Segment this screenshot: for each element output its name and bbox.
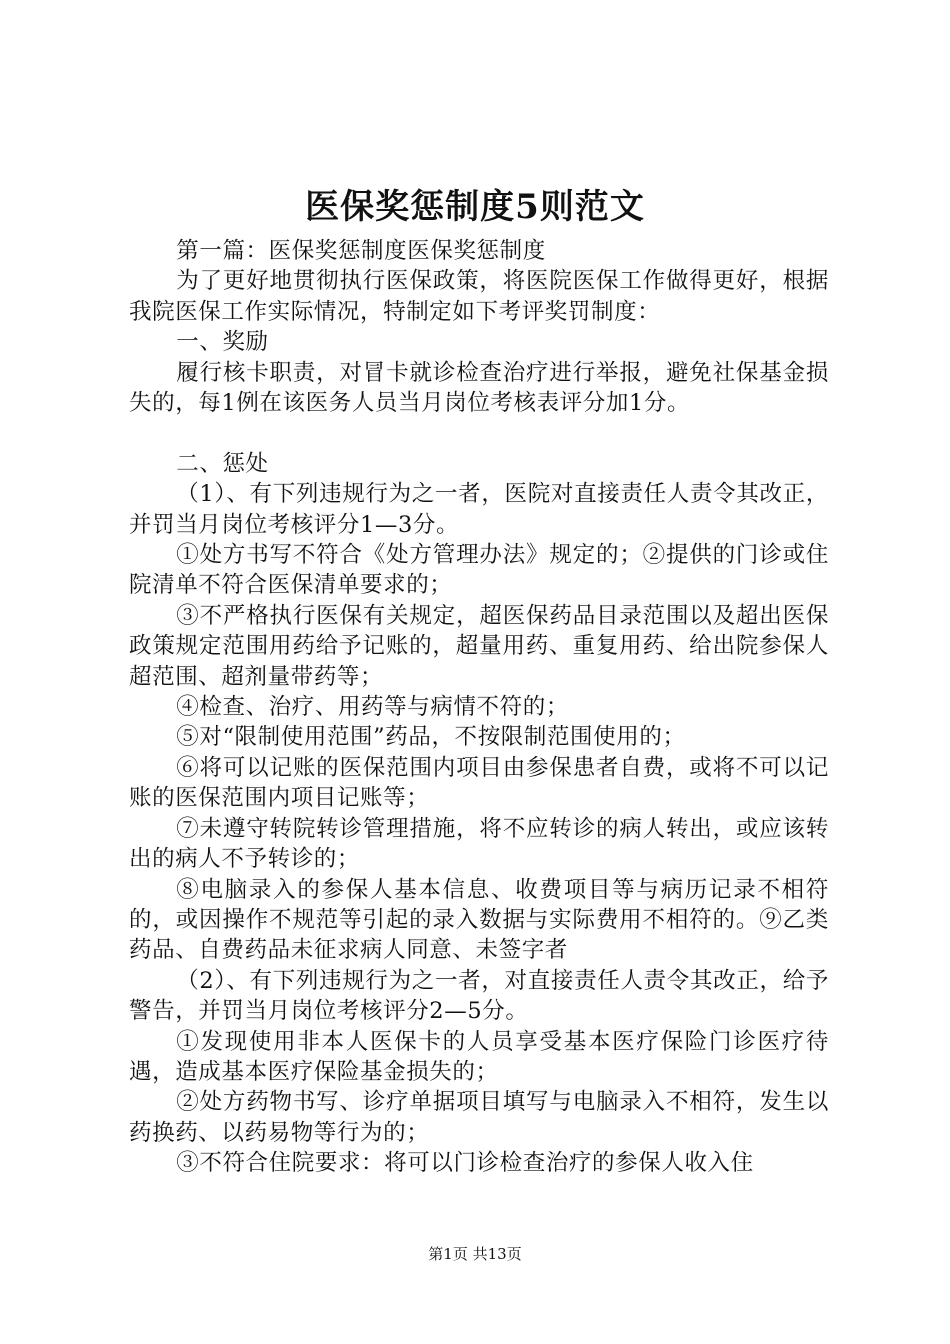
paragraph: 第一篇：医保奖惩制度医保奖惩制度 [176, 238, 546, 264]
paragraph: ②处方药物书写、诊疗单据项目填写与电脑录入不相符，发生以药换药、以药易物等行为的； [129, 1089, 829, 1146]
paragraph: ③不严格执行医保有关规定，超医保药品目录范围以及超出医保政策规定范围用药给予记账的，超量用药、重复用药、给出院参保人超范围、超剂量带药等； [129, 602, 829, 690]
paragraph: ⑧电脑录入的参保人基本信息、收费项目等与病历记录不相符的，或因操作不规范等引起的录入数据与实际费用不相符的。⑨乙类药品、自费药品未征求病人同意、未签字者 [129, 876, 829, 964]
paragraph: ⑦未遵守转院转诊管理措施，将不应转诊的病人转出，或应该转出的病人不予转诊的； [129, 815, 829, 873]
paragraph: ③不符合住院要求：将可以门诊检查治疗的参保人收入住 [176, 1150, 754, 1177]
paragraph: （2）、有下列违规行为之一者，对直接责任人责令其改正，给予警告，并罚当月岗位考核评分2—5分。 [129, 967, 829, 1025]
document-body [129, 236, 829, 1179]
paragraph: 履行核卡职责，对冒卡就诊检查治疗进行举报，避免社保基金损失的，每1例在该医务人员当月岗位考核表评分加1分。 [129, 359, 829, 417]
paragraph: ④检查、治疗、用药等与病情不符的； [176, 694, 569, 721]
paragraph: ①处方书写不符合《处方管理办法》规定的；②提供的门诊或住院清单不符合医保清单要求的； [129, 542, 829, 599]
paragraph: 二、惩处 [176, 450, 269, 477]
paragraph: ①发现使用非本人医保卡的人员享受基本医疗保险门诊医疗待遇，造成基本医疗保险基金损失的； [129, 1028, 829, 1085]
paragraph: ⑤对“限制使用范围”药品，不按限制范围使用的； [176, 724, 686, 751]
paragraph: ⑥将可以记账的医保范围内项目由参保患者自费，或将不可以记账的医保范围内项目记账等； [129, 754, 829, 812]
paragraph: （1）、有下列违规行为之一者，医院对直接责任人责令其改正，并罚当月岗位考核评分1—3分。 [129, 481, 829, 538]
page-footer: 第1页 共13页 [428, 1245, 522, 1263]
paragraph: 一、奖励 [176, 329, 269, 356]
document-title: 医保奖惩制度5则范文 [305, 187, 645, 227]
paragraph: 为了更好地贯彻执行医保政策，将医院医保工作做得更好，根据我院医保工作实际情况，特制定如下考评奖罚制度： [129, 268, 829, 325]
